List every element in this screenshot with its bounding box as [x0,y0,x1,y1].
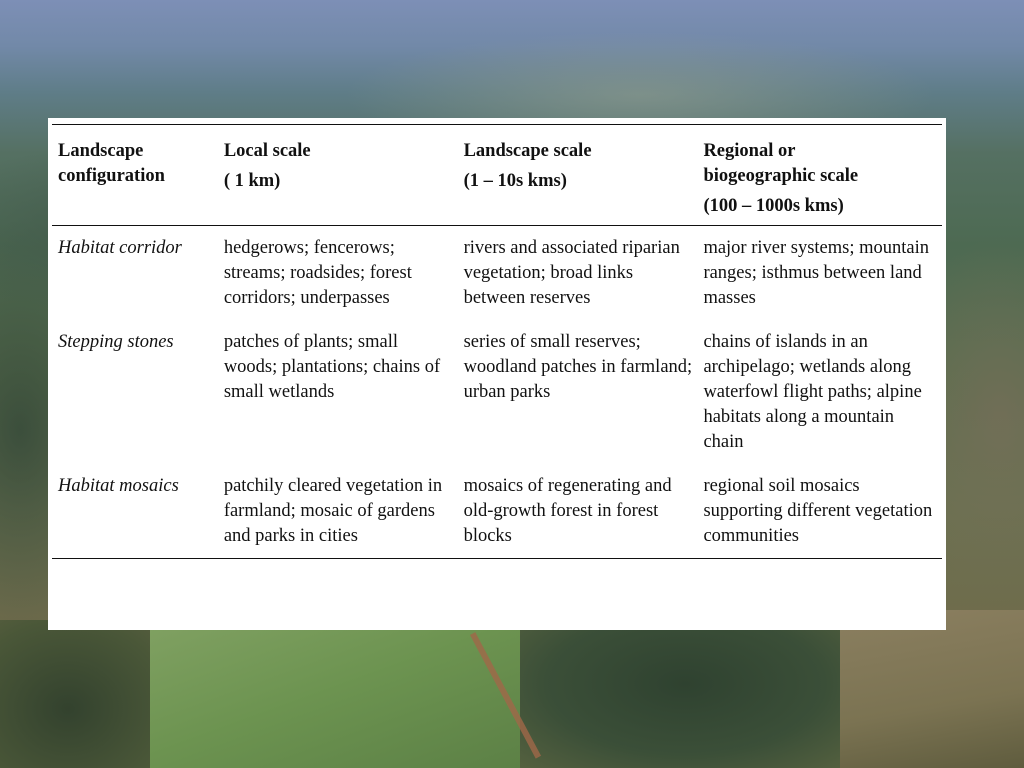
table-row [52,464,942,559]
header-local-scale [218,125,458,226]
row-label: Habitat mosaics [58,476,179,496]
table-cell: regional soil mosaics supporting different vegetation communities [703,476,933,546]
header-landscape-scale [458,125,698,226]
header-regional-scale [697,125,942,226]
header-line: Regional or [703,141,796,161]
table-cell: hedgerows; fencerows; streams; roadsides; forest corridors; underpasses [223,238,412,308]
header-line: Local scale [223,141,311,161]
table-row [52,320,942,464]
table-cell: patches of plants; small woods; plantations; chains of small wetlands [223,332,441,402]
header-line: configuration [58,166,165,186]
hillside-background [840,610,1024,768]
table-cell: chains of islands in an archipelago; wetlands along waterfowl flight paths; alpine habitats along a mountain chain [703,332,922,452]
field-background [150,630,550,768]
forest-background [520,628,850,768]
header-line: biogeographic scale [703,166,859,186]
table-panel [48,118,946,630]
row-label: Habitat corridor [58,238,182,258]
header-line: Landscape [58,141,144,161]
landscape-scale-table [52,124,942,559]
header-landscape-configuration [52,125,218,226]
forest-background [0,620,170,768]
table-header-row [52,125,942,226]
table-cell: series of small reserves; woodland patches in farmland; urban parks [463,332,693,402]
table-cell: major river systems; mountain ranges; isthmus between land masses [703,238,929,308]
header-unit: (1 – 10s kms) [463,171,567,191]
table-cell: rivers and associated riparian vegetation; broad links between reserves [463,238,680,308]
header-unit: ( 1 km) [223,171,281,191]
table-row [52,226,942,321]
header-unit: (100 – 1000s kms) [703,196,844,216]
header-line: Landscape scale [463,141,592,161]
table-cell: patchily cleared vegetation in farmland; mosaic of gardens and parks in cities [223,476,443,546]
table-cell: mosaics of regenerating and old-growth forest in forest blocks [463,476,672,546]
row-label: Stepping stones [58,332,174,352]
